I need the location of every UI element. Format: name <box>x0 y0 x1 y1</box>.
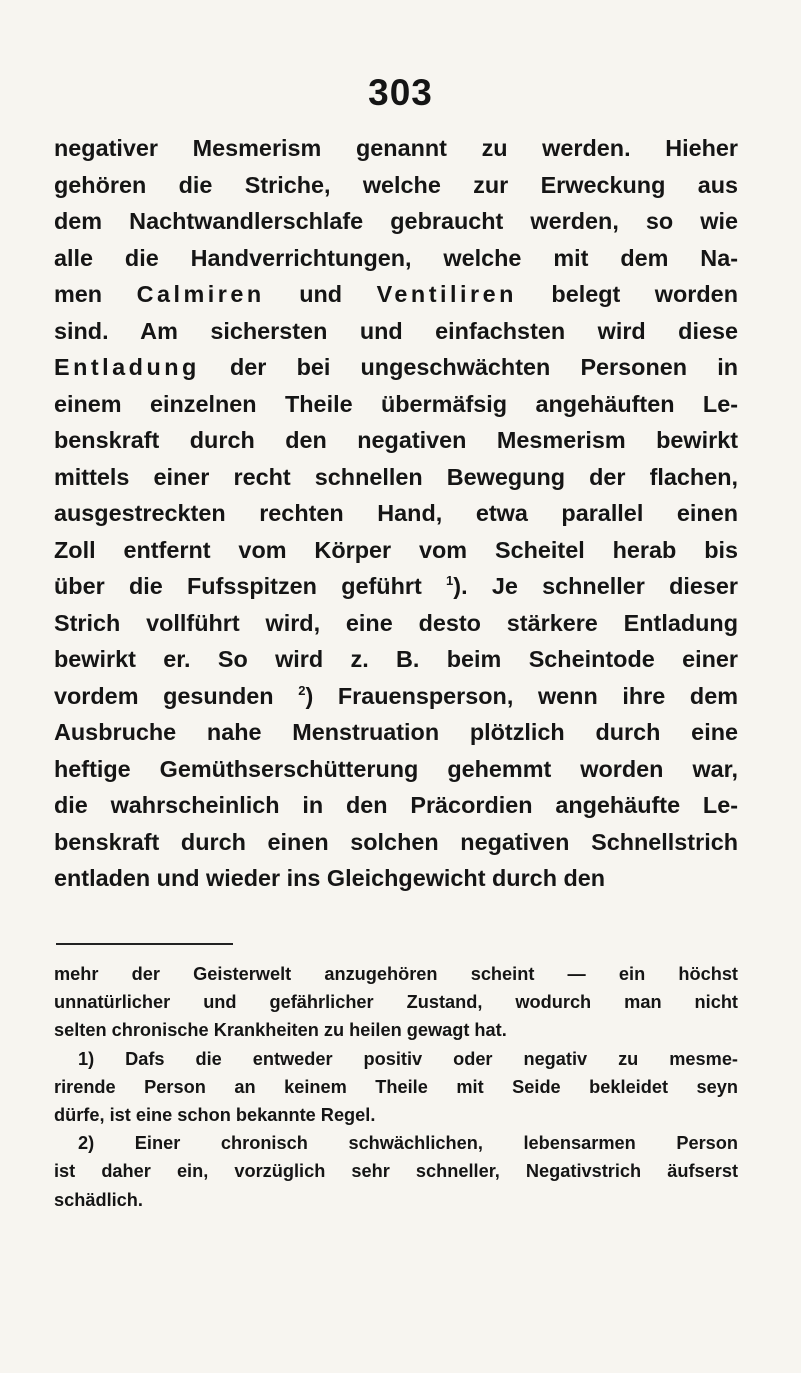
footnote-line: mehr der Geisterwelt anzugehören scheint — ein höchst <box>54 964 738 984</box>
text-fragment: vordem gesunden <box>54 682 299 709</box>
text-line: sind. Am sichersten und einfachsten wird diese <box>54 317 738 344</box>
text-line <box>54 678 738 715</box>
text-line: ausgestreckten rechten Hand, etwa parallel einen <box>54 500 738 526</box>
text-line: gehören die Striche, welche zur Erweckung aus <box>54 171 738 198</box>
text-fragment: ) Frauensperson, wenn ihre dem <box>305 682 738 709</box>
footnote-ref: 1 <box>446 573 454 588</box>
footnote-line: schädlich. <box>54 1189 143 1210</box>
spaced-term: Entladung <box>54 354 200 380</box>
text-fragment: und <box>264 281 377 307</box>
text-line: benskraft durch einen solchen negativen Schnellstrich <box>54 828 738 855</box>
text-line: negativer Mesmerism genannt zu werden. Hieher <box>54 135 738 161</box>
body-text <box>54 130 738 897</box>
footnote-ref: 2 <box>298 682 306 698</box>
text-line: entladen und wieder ins Gleichgewicht durch den <box>54 865 606 891</box>
footnote-line: rirende Person an keinem Theile mit Seide bekleidet seyn <box>54 1076 738 1097</box>
spaced-term: Ventiliren <box>376 281 517 307</box>
text-line: alle die Handverrichtungen, welche mit dem Na- <box>54 244 738 271</box>
text-line <box>54 349 738 386</box>
text-line: bewirkt er. So wird z. B. beim Scheintode einer <box>54 646 738 672</box>
text-line: mittels einer recht schnellen Bewegung der flachen, <box>54 463 738 490</box>
text-line: benskraft durch den negativen Mesmerism bewirkt <box>54 427 738 453</box>
text-line: Ausbruche nahe Menstruation plötzlich durch eine <box>54 719 738 745</box>
text-line: Zoll entfernt vom Körper vom Scheitel herab bis <box>54 536 738 563</box>
text-line <box>54 276 738 313</box>
footnotes <box>54 960 738 1214</box>
text-line: Strich vollführt wird, eine desto stärkere Entladung <box>54 609 738 636</box>
footnote-divider <box>56 943 233 945</box>
text-fragment: men <box>54 281 137 307</box>
text-line: heftige Gemüthserschütterung gehemmt worden war, <box>54 755 738 782</box>
footnote-line: unnatürlicher und gefährlicher Zustand, wodurch man nicht <box>54 992 738 1013</box>
page-number: 303 <box>368 72 433 113</box>
footnote-line: selten chronische Krankheiten zu heilen gewagt hat. <box>54 1020 507 1041</box>
text-fragment: ). Je schneller dieser <box>453 573 738 599</box>
text-line: die wahrscheinlich in den Präcordien angehäufte Le- <box>54 792 738 818</box>
text-fragment: über die Fufsspitzen geführt <box>54 573 447 599</box>
text-fragment: belegt worden <box>516 281 738 307</box>
footnote-line: 1) Dafs die entweder positiv oder negativ zu mesme- <box>78 1048 738 1069</box>
text-line: einem einzelnen Theile übermäfsig angehäuften Le- <box>54 390 738 417</box>
text-line <box>54 568 738 605</box>
footnote-line: dürfe, ist eine schon bekannte Regel. <box>54 1105 376 1126</box>
footnote-line: ist daher ein, vorzüglich sehr schneller, Negativstrich äufserst <box>54 1161 738 1182</box>
text-line: dem Nachtwandlerschlafe gebraucht werden, so wie <box>54 208 738 234</box>
text-fragment: der bei ungeschwächten Personen in <box>199 354 738 380</box>
footnote-line: 2) Einer chronisch schwächlichen, lebensarmen Person <box>78 1133 738 1154</box>
spaced-term: Calmiren <box>136 281 265 307</box>
